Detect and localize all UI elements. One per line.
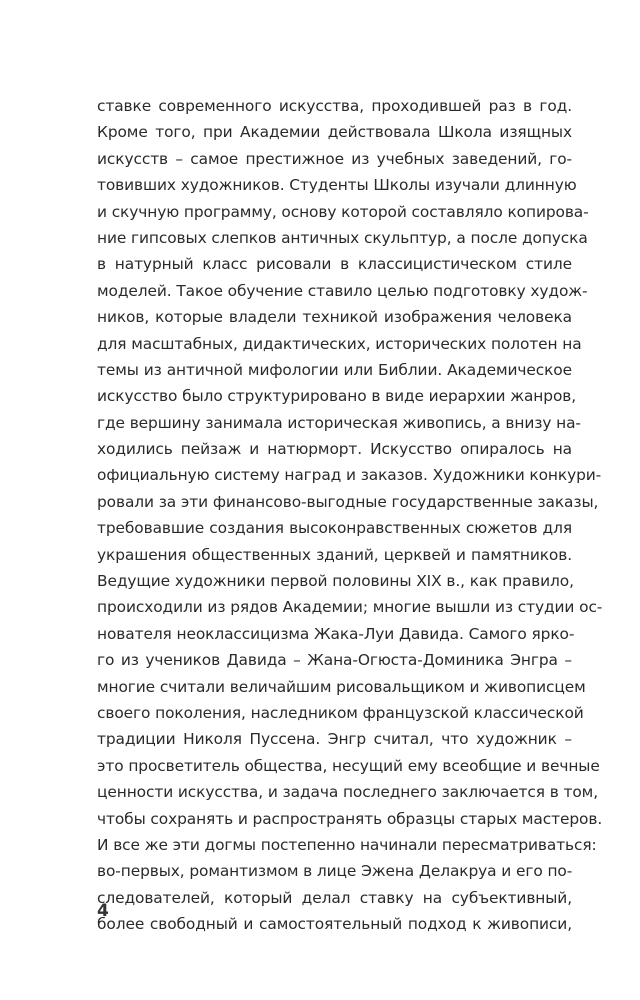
text-line: Кроме того, при Академии действовала Школа изящных [97,123,572,142]
text-line: во-первых, романтизмом в лице Эжена Делакруа и его по- [97,862,573,881]
text-line: нователя неоклассицизма Жака-Луи Давида. Самого ярко- [97,624,575,643]
text-line: традиции Николя Пуссена. Энгр считал, что художник – [97,730,572,749]
text-line: где вершину занимала историческая живопись, а внизу на- [97,413,581,432]
text-line: многие считали величайшим рисовальщиком и живописцем [97,677,586,696]
body-text [97,93,603,938]
text-line: моделей. Такое обучение ставило целью подготовку худож- [97,281,588,300]
text-line: более свободный и самостоятельный подход к живописи, [97,915,572,934]
text-line: ходились пейзаж и натюрморт. Искусство опиралось на [97,440,572,459]
text-line: следователей, который делал ставку на субъективный, [97,888,572,907]
text-line: ценности искусства, и задача последнего заключается в том, [97,783,598,802]
text-line: официальную систему наград и заказов. Художники конкури- [97,466,602,485]
text-line: ставке современного искусства, проходившей раз в год. [97,97,572,115]
text-line: украшения общественных зданий, церквей и памятников. [97,545,572,564]
text-line: темы из античной мифологии или Библии. Академическое [97,360,572,379]
text-line: ровали за эти финансово-выгодные государственные заказы, [97,492,599,511]
text-line: в натурный класс рисовали в классицистическом стиле [97,255,572,274]
text-line: для масштабных, дидактических, исторических полотен на [97,334,582,353]
text-line: товивших художников. Студенты Школы изучали длинную [97,176,577,195]
page-number: 4 [97,901,109,921]
text-line: искусств – самое престижное из учебных заведений, го- [97,149,572,168]
text-line: ние гипсовых слепков античных скульптур, а после допуска [97,228,588,247]
text-line: требовавшие создания высоконравственных сюжетов для [97,519,572,538]
text-line: происходили из рядов Академии; многие вышли из студии ос- [97,598,603,617]
text-line: своего поколения, наследником французской классической [97,703,584,722]
text-line: ников, которые владели техникой изображения человека [97,308,572,327]
text-line: и скучную программу, основу которой составляло копирова- [97,202,589,221]
text-line: искусство было структурировано в виде иерархии жанров, [97,387,577,406]
text-line: чтобы сохранять и распространять образцы старых мастеров. [97,809,603,828]
text-line: Ведущие художники первой половины XIX в., как правило, [97,572,574,591]
text-line: И все же эти догмы постепенно начинали пересматриваться: [97,835,597,854]
text-line: это просветитель общества, несущий ему всеобщие и вечные [97,756,600,775]
text-line: го из учеников Давида – Жана-Огюста-Доминика Энгра – [97,651,572,670]
